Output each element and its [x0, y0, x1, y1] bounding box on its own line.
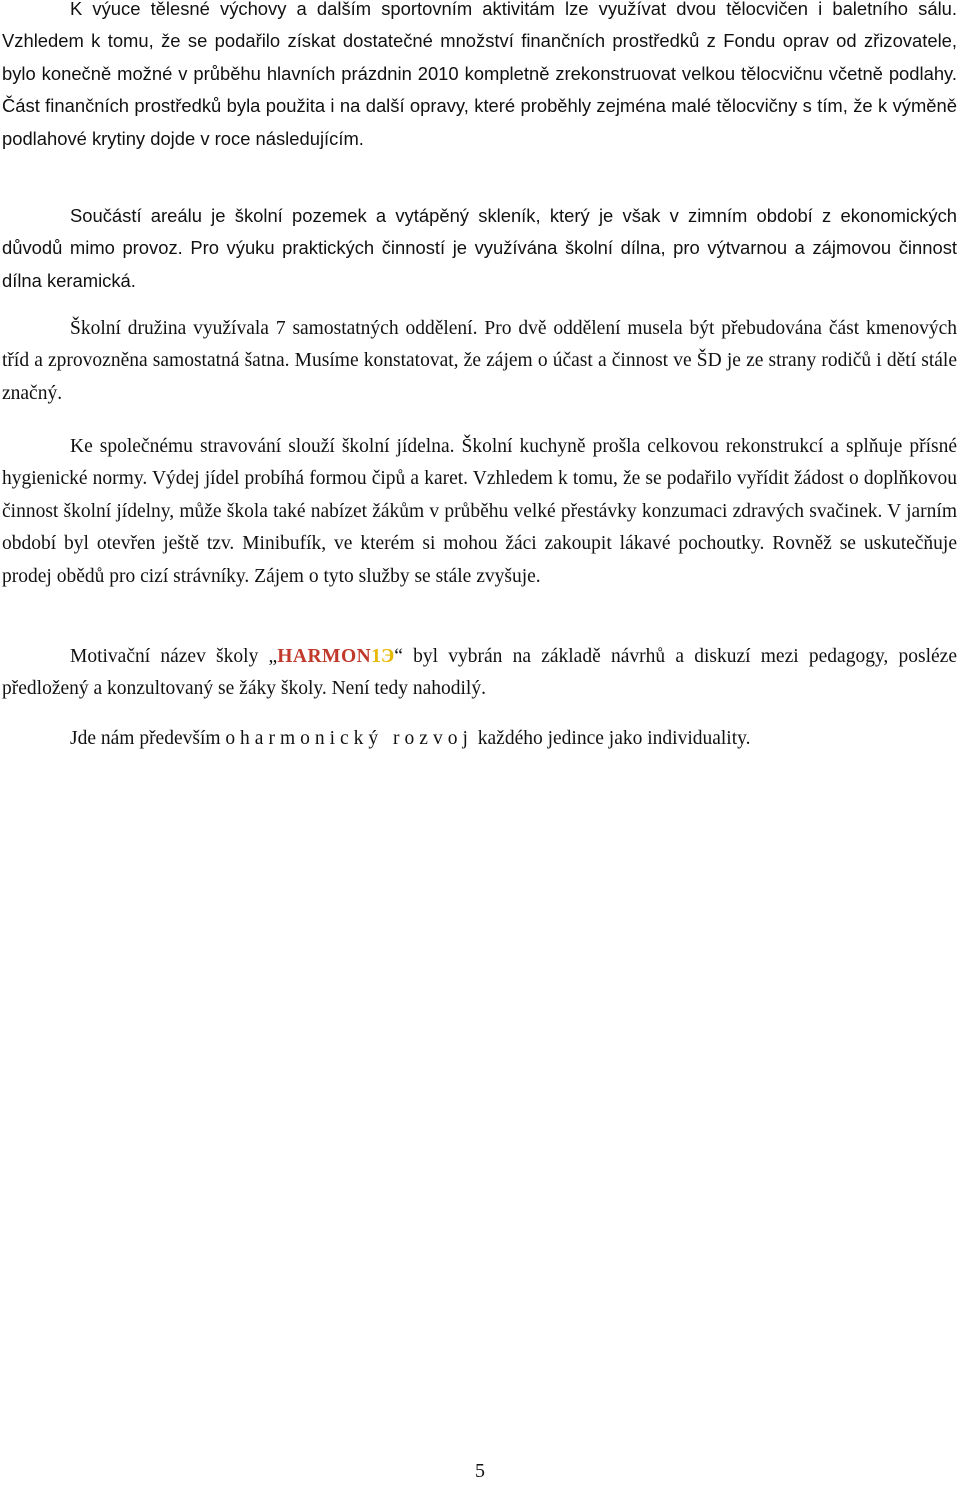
- paragraph-harmonic-development: [2, 723, 957, 755]
- school-name-logo-text: HARMON: [277, 646, 372, 667]
- paragraph-text: Součástí areálu je školní pozemek a vytápěný skleník, který je však v zimním období z ekonomických důvodů mimo provoz.: [2, 205, 957, 259]
- paragraph-school-grounds: [2, 200, 957, 300]
- paragraph-motivational-name: [2, 641, 957, 706]
- page-number: 5: [475, 1460, 485, 1482]
- paragraph-text: Pro výuku praktických činností je využívána školní dílna, pro výtvarnou a zájmovou činnost dílna keramická.: [2, 237, 957, 291]
- paragraph-text: Školní družina využívala 7 samostatných oddělení.: [70, 318, 478, 339]
- paragraph-text: Jde nám především o: [70, 728, 241, 749]
- paragraph-text: Motivační název školy „: [70, 646, 278, 667]
- paragraph-after-school-club: [2, 313, 957, 410]
- emphasized-spaced-text: harmonický rozvoj: [240, 728, 473, 749]
- paragraph-text: Pro dvě oddělení musela být přebudována část kmenových tříd a zprovozněna samostatná šatna. Musíme konstatovat, že zájem o účast a činnost ve ŠD je ze strany rodičů i dětí stále značný.: [2, 318, 958, 404]
- paragraph-canteen: [2, 431, 957, 593]
- school-name-logo-suffix: 1Э: [371, 646, 395, 667]
- paragraph-text: Část finančních prostředků byla použita i na další opravy, které proběhly zejména malé tělocvičny s tím, že k výměně podlahové krytiny dojde v roce následujícím.: [2, 95, 957, 149]
- paragraph-text: K výuce tělesné výchovy a dalším sportovním aktivitám lze využívat dvou tělocvičen i baletního sálu. Vzhledem k tomu, že se podařilo získat dostatečné množství finančních prostředků z Fondu oprav od zřizovatele, bylo konečně možné v průběhu hlavních prázdnin 2010 kompletně zrekonstruovat velkou tělocvičnu včetně podlahy.: [2, 0, 957, 84]
- paragraph-sports-facilities: [2, 0, 957, 155]
- paragraph-text: Ke společnému stravování slouží školní jídelna. Školní kuchyně prošla celkovou rekonstrukcí a splňuje přísné hygienické normy. Výdej jídel probíhá formou čipů a karet. Vzhledem k tomu, že se podařilo vyřídit žádost o doplňkovou činnost školní jídelny, může škola také nabízet žákům v průběhu velké přestávky konzumaci zdravých svačinek. V jarním období byl otevřen ještě tzv. Minibufík, ve kterém si mohou žáci zakoupit lákavé pochoutky. Rovněž se uskutečňuje prodej obědů pro cizí strávníky. Zájem o tyto služby se stále zvyšuje.: [2, 436, 957, 587]
- paragraph-text: každého jedince jako individuality.: [472, 728, 751, 749]
- paragraph-text: “ byl vybrán na základě návrhů a diskuzí mezi pedagogy, posléze předložený a konzultovaný se žáky školy. Není tedy nahodilý.: [2, 646, 957, 700]
